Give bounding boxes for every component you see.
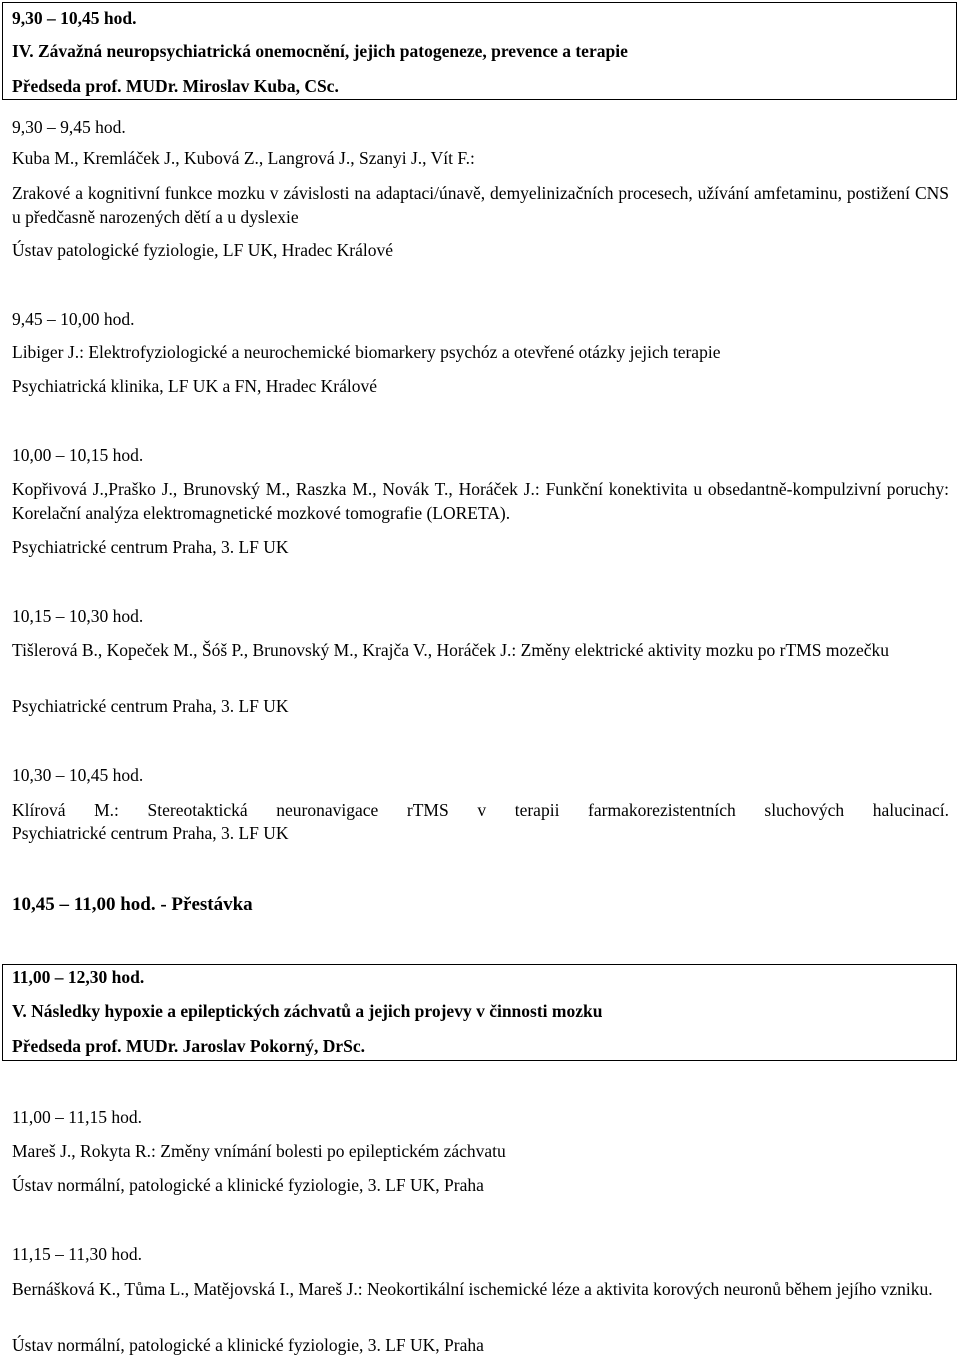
talk-authors: Kuba M., Kremláček J., Kubová Z., Langrová J., Szanyi J., Vít F.: <box>12 148 475 168</box>
talk-entry <box>12 477 949 525</box>
talk-authors: Bernášková K., Tůma L., Matějovská I., Mareš J.: <box>12 1279 363 1299</box>
talk-time: 10,00 – 10,15 hod. <box>12 445 144 465</box>
session-4-title: IV. Závažná neuropsychiatrická onemocnění, jejich patogeneze, prevence a terapie <box>12 41 628 61</box>
talk-institution: Ústav normální, patologické a klinické fyziologie, 3. LF UK, Praha <box>12 1335 484 1355</box>
talk-entry <box>12 1140 506 1162</box>
break-heading: 10,45 – 11,00 hod. - Přestávka <box>12 894 253 915</box>
talk-entry <box>12 798 949 822</box>
talk-entry <box>12 341 720 363</box>
session-5-chair: Předseda prof. MUDr. Jaroslav Pokorný, DrSc. <box>12 1036 366 1056</box>
talk-institution: Ústav patologické fyziologie, LF UK, Hradec Králové <box>12 240 393 260</box>
talk-institution: Ústav normální, patologické a klinické fyziologie, 3. LF UK, Praha <box>12 1175 484 1195</box>
talk-title: Neokortikální ischemické léze a aktivita korových neuronů během jejího vzniku. <box>366 1279 933 1299</box>
session-5-title: V. Následky hypoxie a epileptických záchvatů a jejich projevy v činnosti mozku <box>12 1001 603 1021</box>
talk-authors: Kopřivová J.,Praško J., Brunovský M., Raszka M., Novák T., Horáček J.: <box>12 479 540 499</box>
talk-time: 11,15 – 11,30 hod. <box>12 1244 142 1264</box>
talk-institution: Psychiatrické centrum Praha, 3. LF UK <box>12 537 289 557</box>
talk-authors: Klírová M.: <box>12 800 119 820</box>
talk-title: Změny elektrické aktivity mozku po rTMS mozečku <box>520 640 889 660</box>
talk-entry <box>12 1277 949 1301</box>
session-5-time: 11,00 – 12,30 hod. <box>12 967 145 987</box>
talk-institution: Psychiatrické centrum Praha, 3. LF UK <box>12 823 289 843</box>
talk-authors: Mareš J., Rokyta R.: <box>12 1141 156 1161</box>
talk-authors: Tišlerová B., Kopeček M., Šóš P., Brunovský M., Krajča V., Horáček J.: <box>12 640 517 660</box>
talk-authors: Libiger J.: <box>12 342 84 362</box>
talk-title: Zrakové a kognitivní funkce mozku v závislosti na adaptaci/únavě, demyelinizačních procesech, užívání amfetaminu, postižení CNS u předčasně narozených dětí a u dyslexie <box>12 183 949 227</box>
talk-title: Elektrofyziologické a neurochemické biomarkery psychóz a otevřené otázky jejich terapie <box>88 342 721 362</box>
talk-title: Změny vnímání bolesti po epileptickém záchvatu <box>160 1141 506 1161</box>
talk-entry <box>12 638 949 662</box>
session-4-chair: Předseda prof. MUDr. Miroslav Kuba, CSc. <box>12 76 339 96</box>
session-4-time: 9,30 – 10,45 hod. <box>12 8 137 28</box>
talk-title: Funkční konektivita u obsedantně-kompulzivní poruchy: Korelační analýza elektromagnetické mozkové tomografie (LORETA). <box>12 479 949 523</box>
talk-institution: Psychiatrické centrum Praha, 3. LF UK <box>12 696 289 716</box>
talk-institution: Psychiatrická klinika, LF UK a FN, Hradec Králové <box>12 376 377 396</box>
talk-title: Stereotaktická neuronavigace rTMS v terapii farmakorezistentních sluchových halucinací. <box>147 800 950 820</box>
talk-time: 9,30 – 9,45 hod. <box>12 117 126 137</box>
talk-time: 10,15 – 10,30 hod. <box>12 606 144 626</box>
talk-time: 11,00 – 11,15 hod. <box>12 1107 142 1127</box>
talk-time: 10,30 – 10,45 hod. <box>12 765 144 785</box>
talk-time: 9,45 – 10,00 hod. <box>12 309 135 329</box>
